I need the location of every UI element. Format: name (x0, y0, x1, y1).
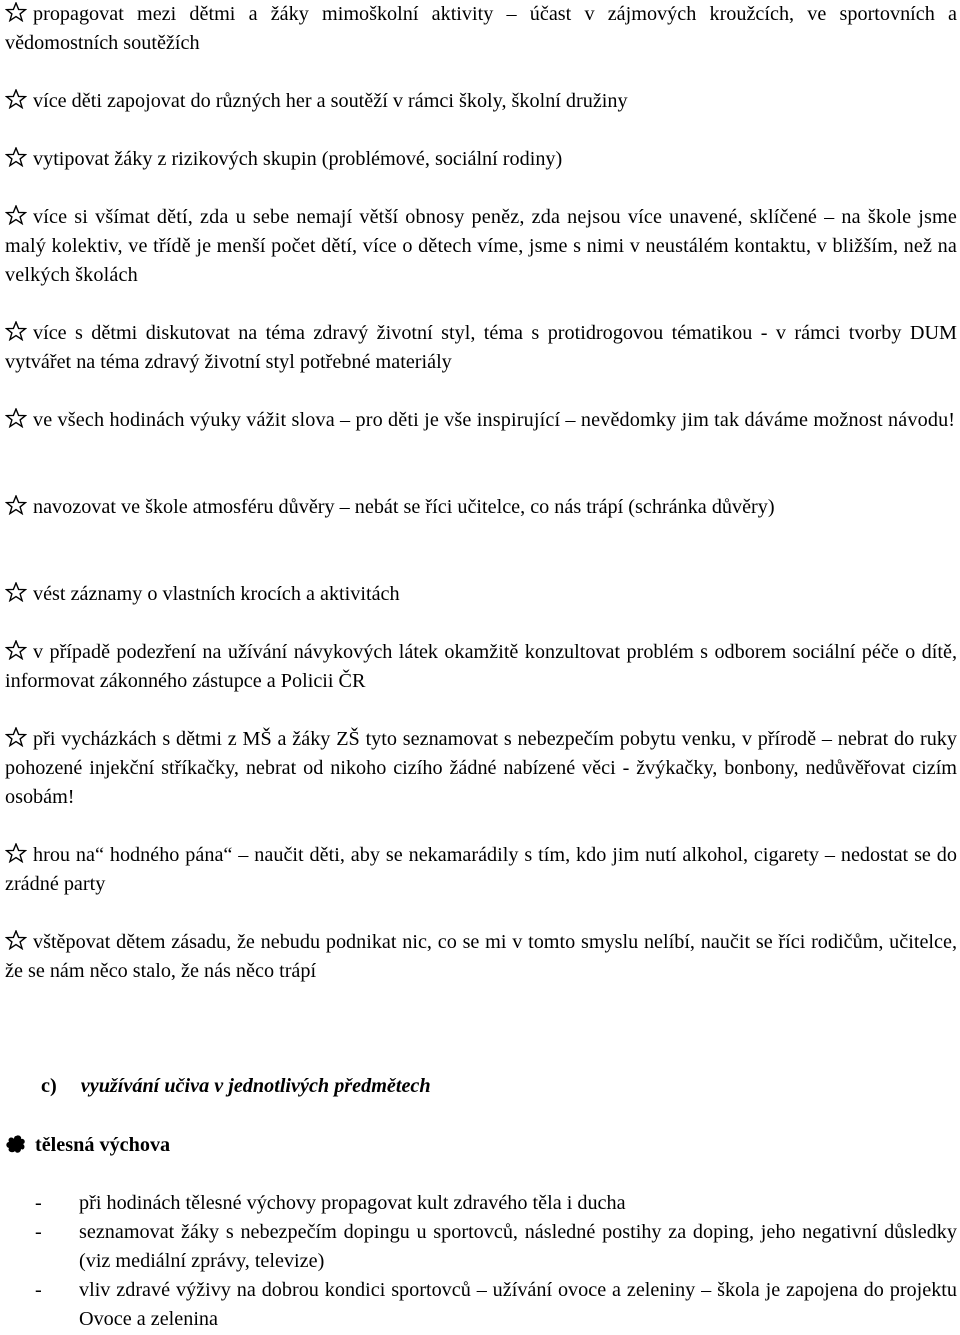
bullet-text: při vycházkách s dětmi z MŠ a žáky ZŠ tyto seznamovat s nebezpečím pobytu venku, v přírodě – nebrat do ruky pohozené injekční stříkačky, nebrat od nikoho cizího žádné nabízené věci - žvýkačky, bonbony, nedůvěřovat cizím osobám! (5, 728, 957, 808)
dash-marker: - (35, 1279, 42, 1301)
section-heading (41, 1072, 431, 1101)
list-item (35, 1189, 957, 1218)
list-item-text: seznamovat žáky s nebezpečím dopingu u sportovců, následné postihy za doping, jeho negativní důsledky (viz mediální zprávy, televize) (79, 1221, 957, 1272)
bullet-text: více s dětmi diskutovat na téma zdravý životní styl, téma s protidrogovou tématikou - v rámci tvorby DUM vytvářet na téma zdravý životní styl potřebné materiály (5, 322, 957, 373)
bullet-text: propagovat mezi dětmi a žáky mimoškolní aktivity – účast v zájmových kroužcích, ve sportovních a vědomostních soutěžích (5, 3, 957, 54)
bullet-paragraph (5, 841, 957, 899)
bullet-text: vytipovat žáky z rizikových skupin (problémové, sociální rodiny) (33, 148, 563, 170)
bullet-paragraph (5, 580, 957, 609)
bullet-paragraph (5, 145, 957, 174)
bullet-paragraph (5, 319, 957, 377)
bullet-paragraph (5, 406, 957, 435)
bullet-text: více děti zapojovat do různých her a soutěží v rámci školy, školní družiny (33, 90, 628, 112)
star-outline-icon (5, 408, 27, 428)
star-outline-icon (5, 495, 27, 515)
list-item-text: vliv zdravé výživy na dobrou kondici sportovců – užívání ovoce a zeleniny – škola je zapojena do projektu Ovoce a zelenina (79, 1279, 957, 1330)
bullet-text: navozovat ve škole atmosféru důvěry – nebát se říci učitelce, co nás trápí (schránka důvěry) (33, 496, 775, 518)
list-item (35, 1276, 957, 1334)
list-item (35, 1218, 957, 1276)
dash-marker: - (35, 1221, 42, 1243)
star-outline-icon (5, 727, 27, 747)
bullet-text: ve všech hodinách výuky vážit slova – pro děti je vše inspirující – nevědomky jim tak dáváme možnost návodu! (33, 409, 956, 431)
dash-marker: - (35, 1192, 42, 1214)
star-outline-icon (5, 147, 27, 167)
bullet-paragraph (5, 928, 957, 986)
section-title: využívání učiva v jednotlivých předmětech (80, 1075, 431, 1097)
bullet-paragraph (5, 638, 957, 696)
bullet-paragraph (5, 493, 957, 522)
subject-title: tělesná výchova (35, 1134, 171, 1156)
star-outline-icon (5, 205, 27, 225)
bullet-paragraph (5, 203, 957, 290)
star-outline-icon (5, 843, 27, 863)
list-item-text: při hodinách tělesné výchovy propagovat kult zdravého těla i ducha (79, 1192, 626, 1214)
star-outline-icon (5, 321, 27, 341)
bullet-text: v případě podezření na užívání návykových látek okamžitě konzultovat problém s odborem sociální péče o dítě, informovat zákonného zástupce a Policii ČR (5, 641, 957, 692)
subject-heading (5, 1131, 170, 1160)
bullet-paragraph (5, 0, 957, 58)
bullet-paragraph (5, 87, 957, 116)
bullet-paragraph (5, 725, 957, 812)
subject-item-list (35, 1189, 957, 1334)
star-outline-icon (5, 2, 27, 22)
bullet-text: více si všímat dětí, zda u sebe nemají větší obnosy peněz, zda nejsou více unavené, sklíčené – na škole jsme malý kolektiv, ve třídě je menší počet dětí, více o dětech víme, jsme s nimi v neustálém kontaktu, v bližším, než na velkých školách (5, 206, 957, 286)
section-marker: c) (41, 1075, 57, 1097)
bullet-text: vštěpovat dětem zásadu, že nebudu podnikat nic, co se mi v tomto smyslu nelíbí, naučit se říci rodičům, učitelce, že se nám něco stalo, že nás něco trápí (5, 931, 957, 982)
star-outline-icon (5, 640, 27, 660)
bullet-text: hrou na“ hodného pána“ – naučit děti, aby se nekamarádily s tím, kdo jim nutí alkohol, cigarety – nedostat se do zrádné party (5, 844, 957, 895)
black-blob-icon (5, 1134, 27, 1154)
star-outline-icon (5, 89, 27, 109)
bullet-text: vést záznamy o vlastních krocích a aktivitách (33, 583, 400, 605)
star-outline-icon (5, 930, 27, 950)
star-outline-icon (5, 582, 27, 602)
